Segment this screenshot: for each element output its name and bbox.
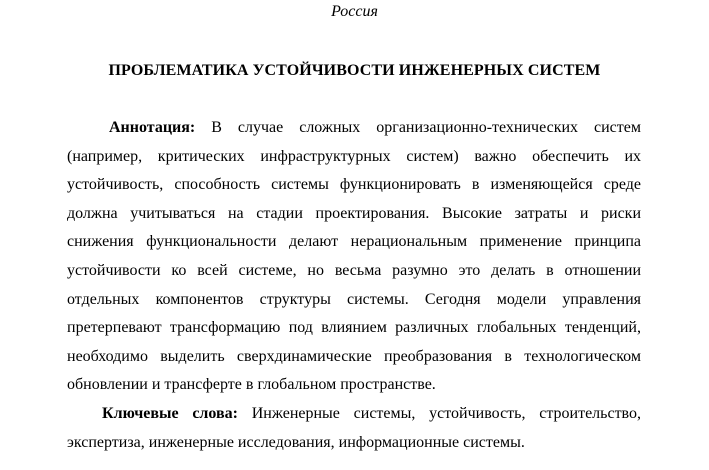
abstract-label: Аннотация: — [109, 119, 196, 136]
abstract-paragraph — [67, 114, 641, 400]
article-title: ПРОБЛЕМАТИКА УСТОЙЧИВОСТИ ИНЖЕНЕРНЫХ СИСТЕМ — [108, 62, 601, 79]
keywords-label: Ключевые слова: — [102, 405, 238, 422]
keywords-paragraph — [67, 400, 641, 457]
abstract-text: В случае сложных организационно-технических систем (например, критических инфраструктурных систем) важно обеспечить их устойчивость, способность системы функционировать в изменяющейся среде должна учитываться на стадии проектирования. Высокие затраты и риски снижения функциональности делают нерациональным применение принципа устойчивости ко всей системе, но весьма разумно это делать в отношении отдельных компонентов структуры системы. Сегодня модели управления претерпевают трансформацию под влиянием различных глобальных тенденций, необходимо выделить сверхдинамические преобразования в технологическом обновлении и трансферте в глобальном пространстве. — [67, 119, 641, 394]
author-country: Россия — [331, 3, 378, 20]
keywords-text: Инженерные системы, устойчивость, строительство, экспертиза, инженерные исследования, информационные системы. — [67, 405, 642, 451]
